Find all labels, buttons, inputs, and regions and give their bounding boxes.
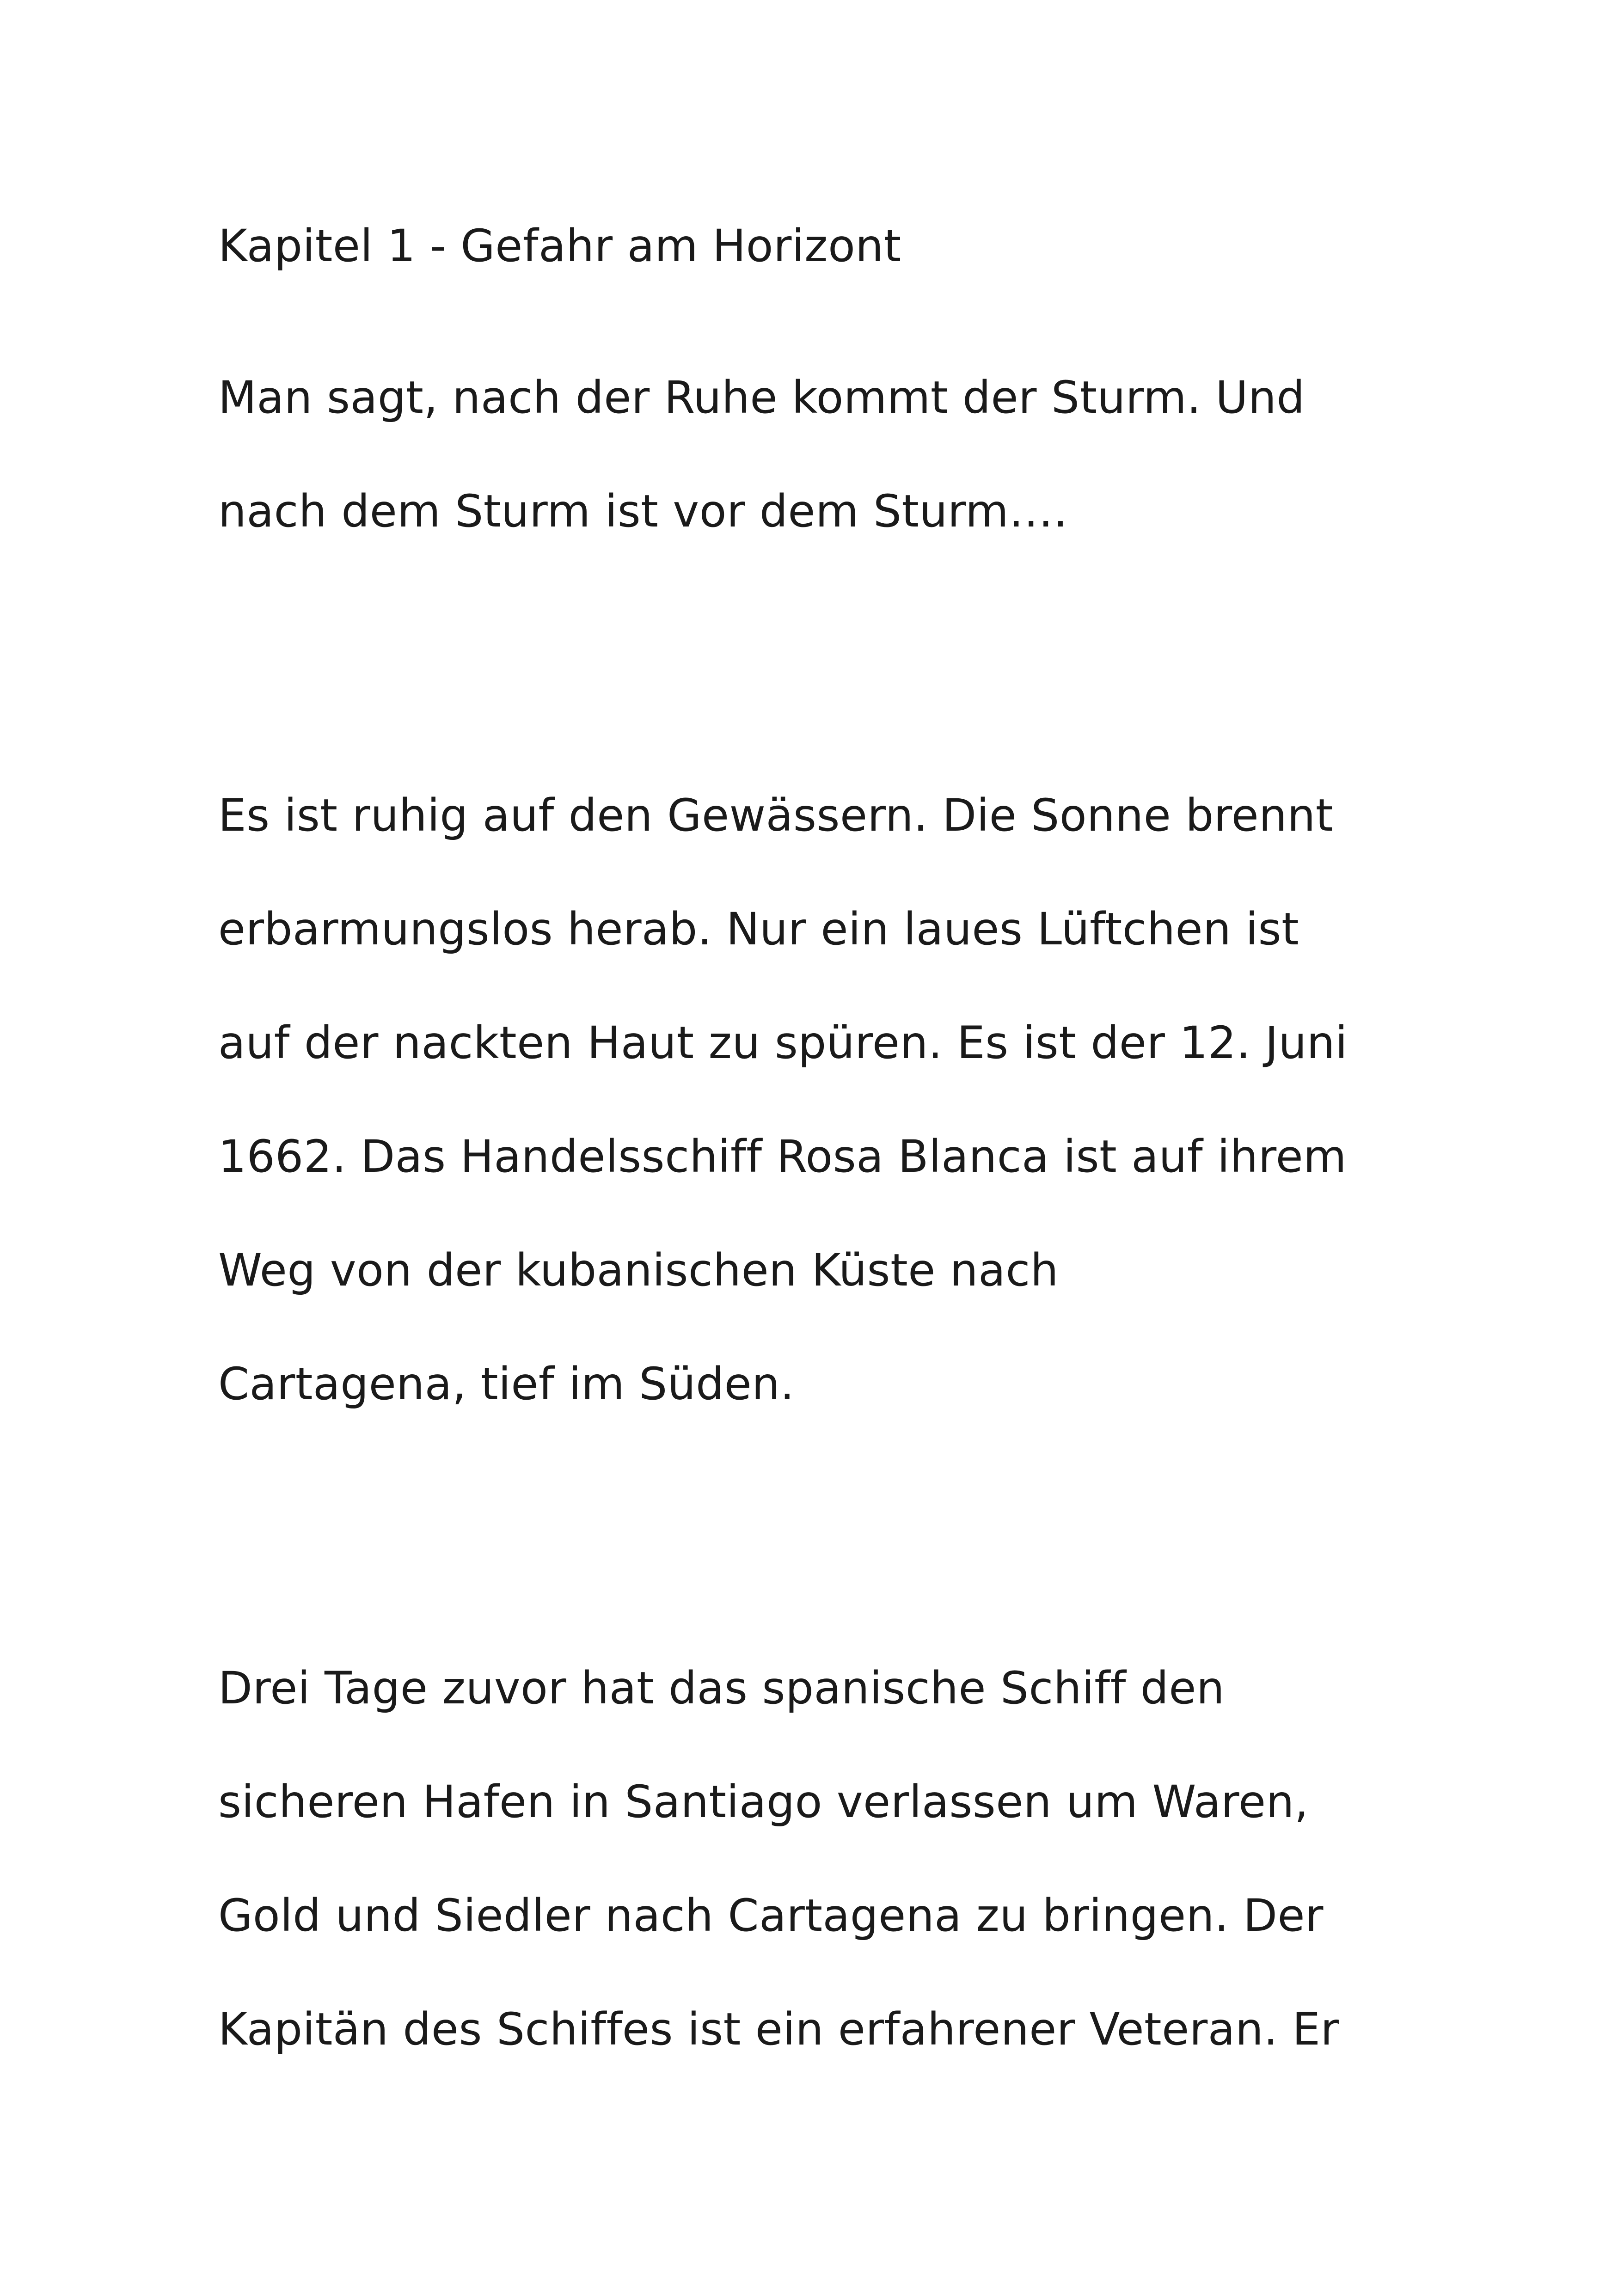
paragraph-line: 1662. Das Handelsschiff Rosa Blanca ist auf ihrem [218, 1131, 1347, 1182]
paragraph-line: Kapitän des Schiffes ist ein erfahrener Veteran. Er [218, 2003, 1339, 2055]
paragraph-line: nach dem Sturm ist vor dem Sturm…. [218, 485, 1068, 537]
paragraph-line: sicheren Hafen in Santiago verlassen um Waren, [218, 1776, 1309, 1828]
paragraph-line: Gold und Siedler nach Cartagena zu bringen. Der [218, 1890, 1324, 1941]
paragraph-line: Weg von der kubanischen Küste nach [218, 1244, 1059, 1296]
paragraph-line: Cartagena, tief im Süden. [218, 1358, 795, 1410]
paragraph-line: erbarmungslos herab. Nur ein laues Lüftchen ist [218, 903, 1299, 955]
paragraph-line: Drei Tage zuvor hat das spanische Schiff den [218, 1662, 1225, 1714]
paragraph-line: Es ist ruhig auf den Gewässern. Die Sonne brennt [218, 790, 1333, 841]
paragraph-line: Man sagt, nach der Ruhe kommt der Sturm. Und [218, 372, 1305, 423]
paragraph-line: auf der nackten Haut zu spüren. Es ist der 12. Juni [218, 1017, 1348, 1069]
chapter-title: Kapitel 1 - Gefahr am Horizont [218, 220, 901, 272]
